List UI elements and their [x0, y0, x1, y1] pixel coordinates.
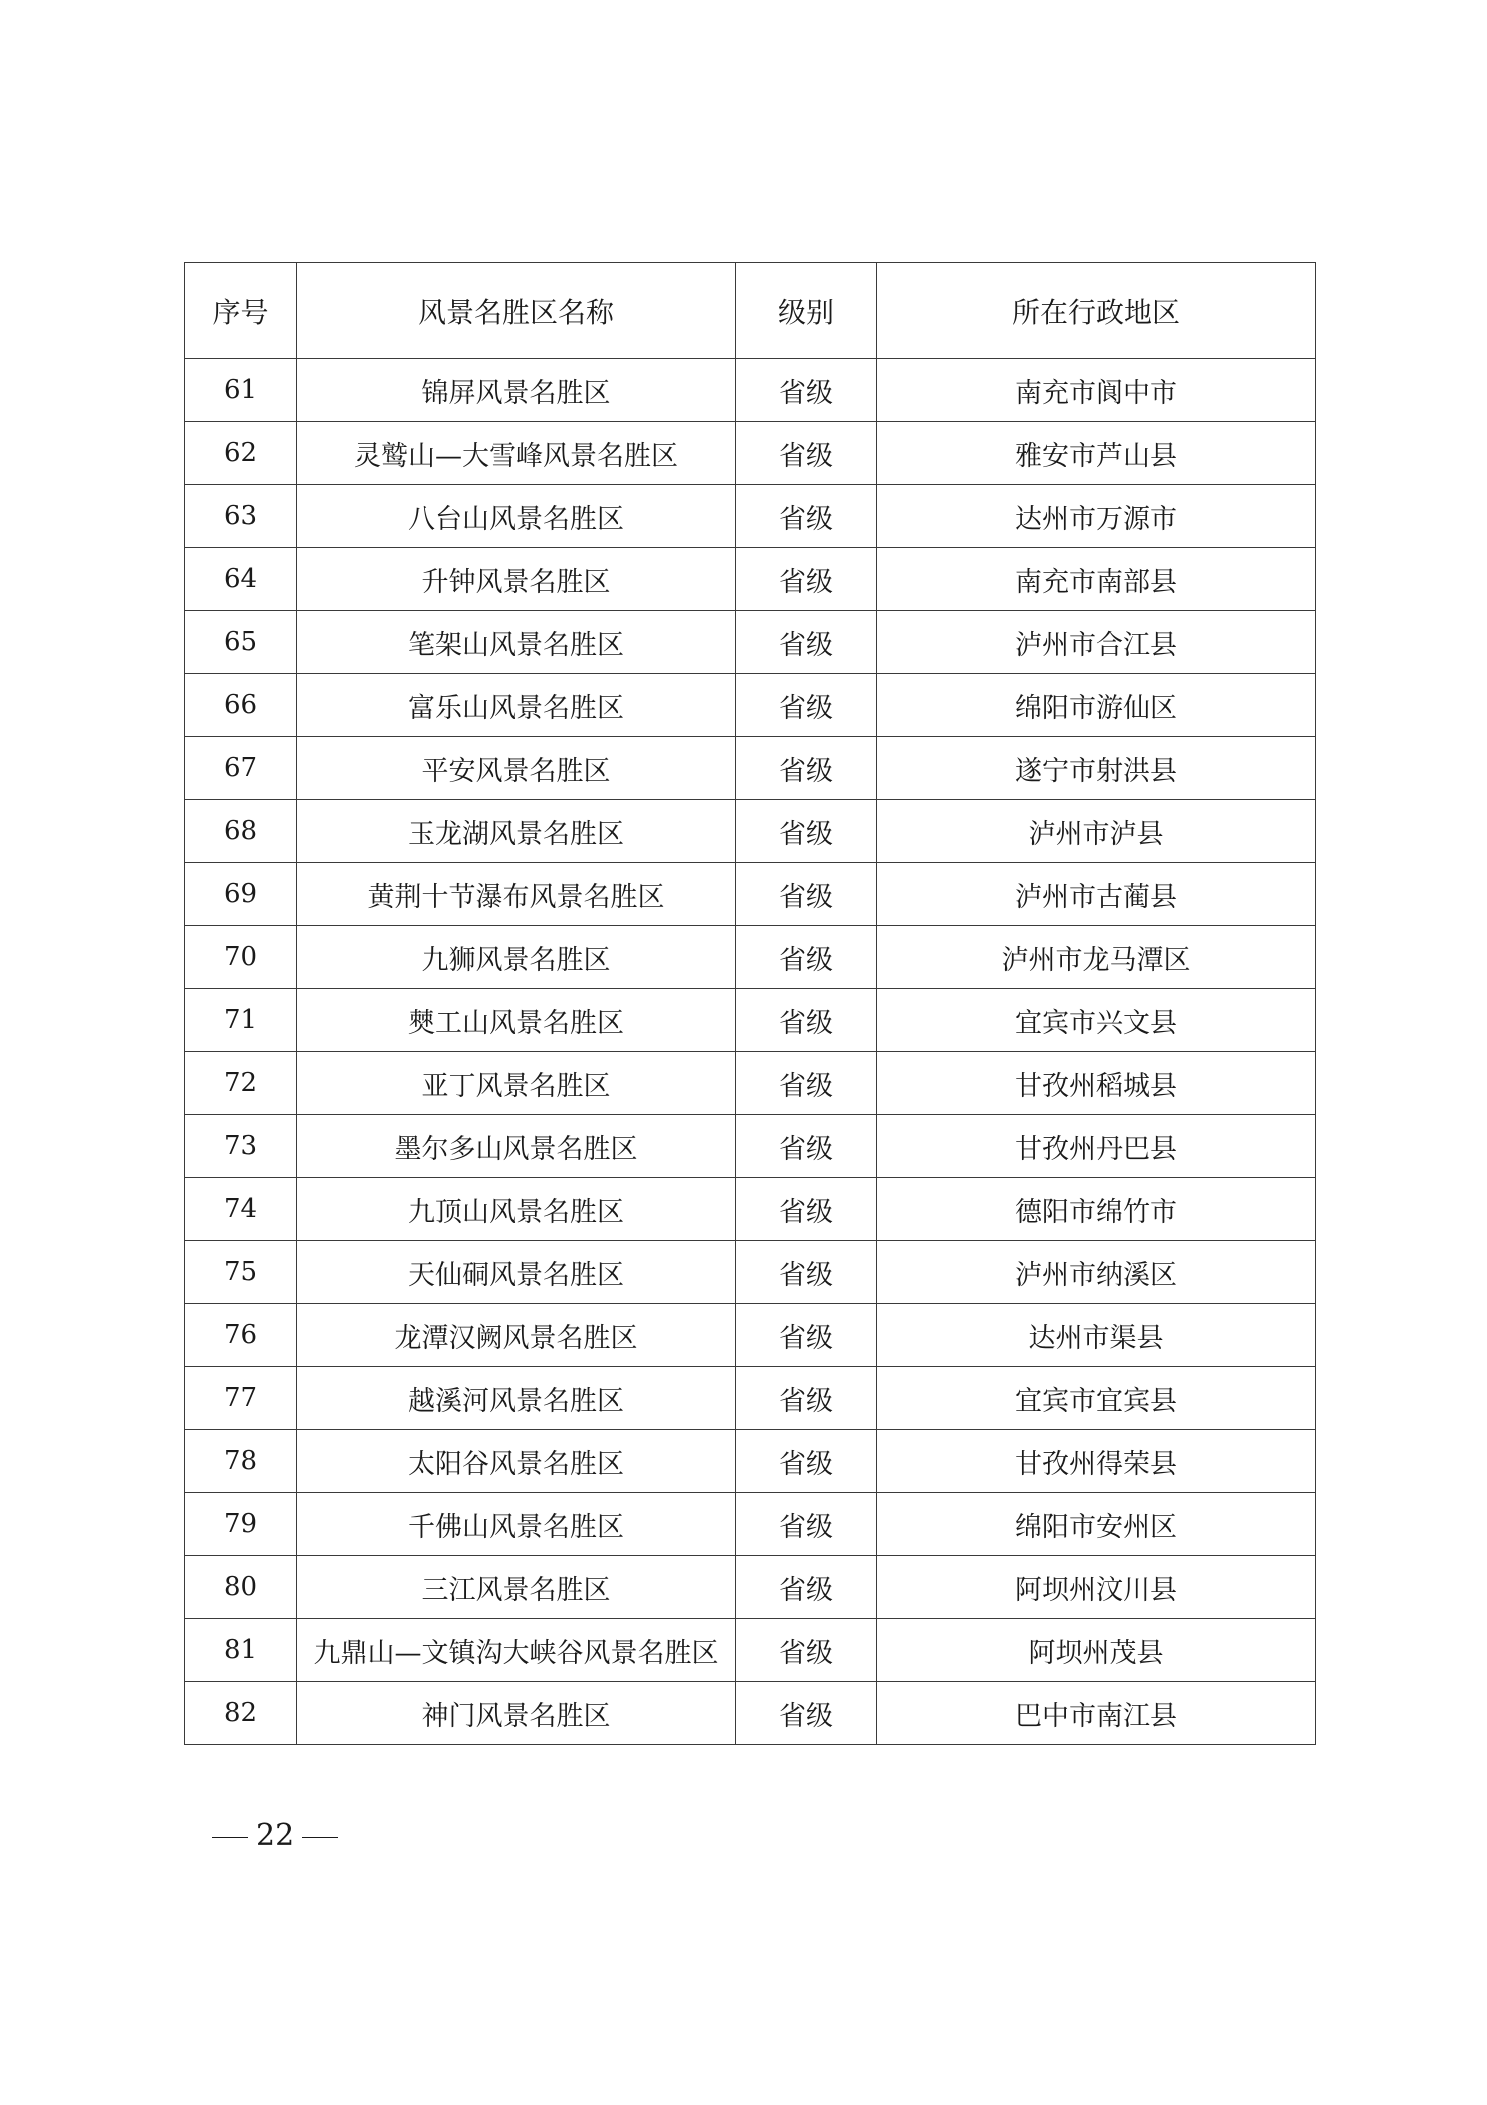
cell-level: 省级: [736, 1241, 877, 1304]
cell-seq: 68: [185, 800, 297, 863]
cell-level: 省级: [736, 359, 877, 422]
cell-level: 省级: [736, 1682, 877, 1745]
cell-level: 省级: [736, 1430, 877, 1493]
cell-name: 龙潭汉阙风景名胜区: [297, 1304, 736, 1367]
footer-dash-left: [212, 1837, 248, 1838]
cell-name: 笔架山风景名胜区: [297, 611, 736, 674]
cell-region: 南充市阆中市: [877, 359, 1316, 422]
cell-seq: 78: [185, 1430, 297, 1493]
cell-name: 升钟风景名胜区: [297, 548, 736, 611]
cell-level: 省级: [736, 422, 877, 485]
table-header-row: [185, 263, 1316, 359]
cell-name: 灵鹫山—大雪峰风景名胜区: [297, 422, 736, 485]
cell-name: 天仙硐风景名胜区: [297, 1241, 736, 1304]
cell-name: 八台山风景名胜区: [297, 485, 736, 548]
footer-dash-right: [302, 1837, 338, 1838]
cell-level: 省级: [736, 989, 877, 1052]
table-row: [185, 1619, 1316, 1682]
cell-region: 达州市万源市: [877, 485, 1316, 548]
cell-name: 九鼎山—文镇沟大峡谷风景名胜区: [297, 1619, 736, 1682]
cell-seq: 66: [185, 674, 297, 737]
cell-seq: 74: [185, 1178, 297, 1241]
cell-name: 九狮风景名胜区: [297, 926, 736, 989]
cell-region: 阿坝州茂县: [877, 1619, 1316, 1682]
table-row: [185, 1367, 1316, 1430]
cell-region: 宜宾市宜宾县: [877, 1367, 1316, 1430]
cell-name: 平安风景名胜区: [297, 737, 736, 800]
cell-level: 省级: [736, 548, 877, 611]
table-row: [185, 737, 1316, 800]
table-row: [185, 1682, 1316, 1745]
cell-seq: 70: [185, 926, 297, 989]
cell-region: 遂宁市射洪县: [877, 737, 1316, 800]
cell-seq: 73: [185, 1115, 297, 1178]
page-number: 22: [256, 1818, 295, 1853]
cell-name: 三江风景名胜区: [297, 1556, 736, 1619]
header-name: 风景名胜区名称: [297, 263, 736, 359]
table-row: [185, 989, 1316, 1052]
page-footer: [204, 1818, 346, 1853]
cell-name: 僰工山风景名胜区: [297, 989, 736, 1052]
cell-seq: 80: [185, 1556, 297, 1619]
cell-region: 绵阳市游仙区: [877, 674, 1316, 737]
cell-name: 千佛山风景名胜区: [297, 1493, 736, 1556]
table-row: [185, 1178, 1316, 1241]
cell-seq: 63: [185, 485, 297, 548]
scenic-area-table: [184, 262, 1316, 1745]
cell-region: 泸州市龙马潭区: [877, 926, 1316, 989]
table-row: [185, 1430, 1316, 1493]
header-level: 级别: [736, 263, 877, 359]
cell-level: 省级: [736, 1367, 877, 1430]
table-row: [185, 1241, 1316, 1304]
cell-level: 省级: [736, 1052, 877, 1115]
cell-region: 甘孜州得荣县: [877, 1430, 1316, 1493]
cell-seq: 61: [185, 359, 297, 422]
cell-level: 省级: [736, 1556, 877, 1619]
cell-seq: 64: [185, 548, 297, 611]
cell-region: 甘孜州稻城县: [877, 1052, 1316, 1115]
cell-level: 省级: [736, 863, 877, 926]
cell-region: 绵阳市安州区: [877, 1493, 1316, 1556]
cell-name: 亚丁风景名胜区: [297, 1052, 736, 1115]
cell-name: 神门风景名胜区: [297, 1682, 736, 1745]
cell-level: 省级: [736, 737, 877, 800]
header-seq: 序号: [185, 263, 297, 359]
cell-level: 省级: [736, 1619, 877, 1682]
cell-level: 省级: [736, 485, 877, 548]
cell-level: 省级: [736, 674, 877, 737]
cell-seq: 65: [185, 611, 297, 674]
cell-seq: 75: [185, 1241, 297, 1304]
cell-name: 富乐山风景名胜区: [297, 674, 736, 737]
cell-region: 甘孜州丹巴县: [877, 1115, 1316, 1178]
cell-level: 省级: [736, 1178, 877, 1241]
table-body: [185, 359, 1316, 1745]
cell-name: 黄荆十节瀑布风景名胜区: [297, 863, 736, 926]
table-row: [185, 1304, 1316, 1367]
table-row: [185, 359, 1316, 422]
cell-name: 玉龙湖风景名胜区: [297, 800, 736, 863]
cell-level: 省级: [736, 800, 877, 863]
table-row: [185, 1052, 1316, 1115]
cell-name: 九顶山风景名胜区: [297, 1178, 736, 1241]
table-row: [185, 674, 1316, 737]
table-row: [185, 422, 1316, 485]
cell-seq: 82: [185, 1682, 297, 1745]
table-row: [185, 1556, 1316, 1619]
cell-region: 阿坝州汶川县: [877, 1556, 1316, 1619]
cell-name: 太阳谷风景名胜区: [297, 1430, 736, 1493]
cell-region: 德阳市绵竹市: [877, 1178, 1316, 1241]
table-row: [185, 485, 1316, 548]
table-row: [185, 800, 1316, 863]
table-row: [185, 1115, 1316, 1178]
table-row: [185, 1493, 1316, 1556]
table-row: [185, 548, 1316, 611]
cell-seq: 72: [185, 1052, 297, 1115]
cell-seq: 76: [185, 1304, 297, 1367]
cell-level: 省级: [736, 1493, 877, 1556]
cell-region: 泸州市泸县: [877, 800, 1316, 863]
cell-region: 达州市渠县: [877, 1304, 1316, 1367]
cell-region: 泸州市纳溪区: [877, 1241, 1316, 1304]
cell-name: 锦屏风景名胜区: [297, 359, 736, 422]
cell-region: 南充市南部县: [877, 548, 1316, 611]
cell-seq: 67: [185, 737, 297, 800]
cell-seq: 81: [185, 1619, 297, 1682]
cell-region: 泸州市合江县: [877, 611, 1316, 674]
cell-region: 巴中市南江县: [877, 1682, 1316, 1745]
cell-level: 省级: [736, 1304, 877, 1367]
header-region: 所在行政地区: [877, 263, 1316, 359]
table-row: [185, 863, 1316, 926]
cell-region: 雅安市芦山县: [877, 422, 1316, 485]
cell-seq: 69: [185, 863, 297, 926]
cell-seq: 71: [185, 989, 297, 1052]
cell-region: 宜宾市兴文县: [877, 989, 1316, 1052]
cell-level: 省级: [736, 926, 877, 989]
cell-name: 墨尔多山风景名胜区: [297, 1115, 736, 1178]
cell-seq: 79: [185, 1493, 297, 1556]
cell-seq: 77: [185, 1367, 297, 1430]
cell-seq: 62: [185, 422, 297, 485]
cell-name: 越溪河风景名胜区: [297, 1367, 736, 1430]
table-row: [185, 611, 1316, 674]
cell-level: 省级: [736, 1115, 877, 1178]
table-row: [185, 926, 1316, 989]
cell-level: 省级: [736, 611, 877, 674]
cell-region: 泸州市古蔺县: [877, 863, 1316, 926]
